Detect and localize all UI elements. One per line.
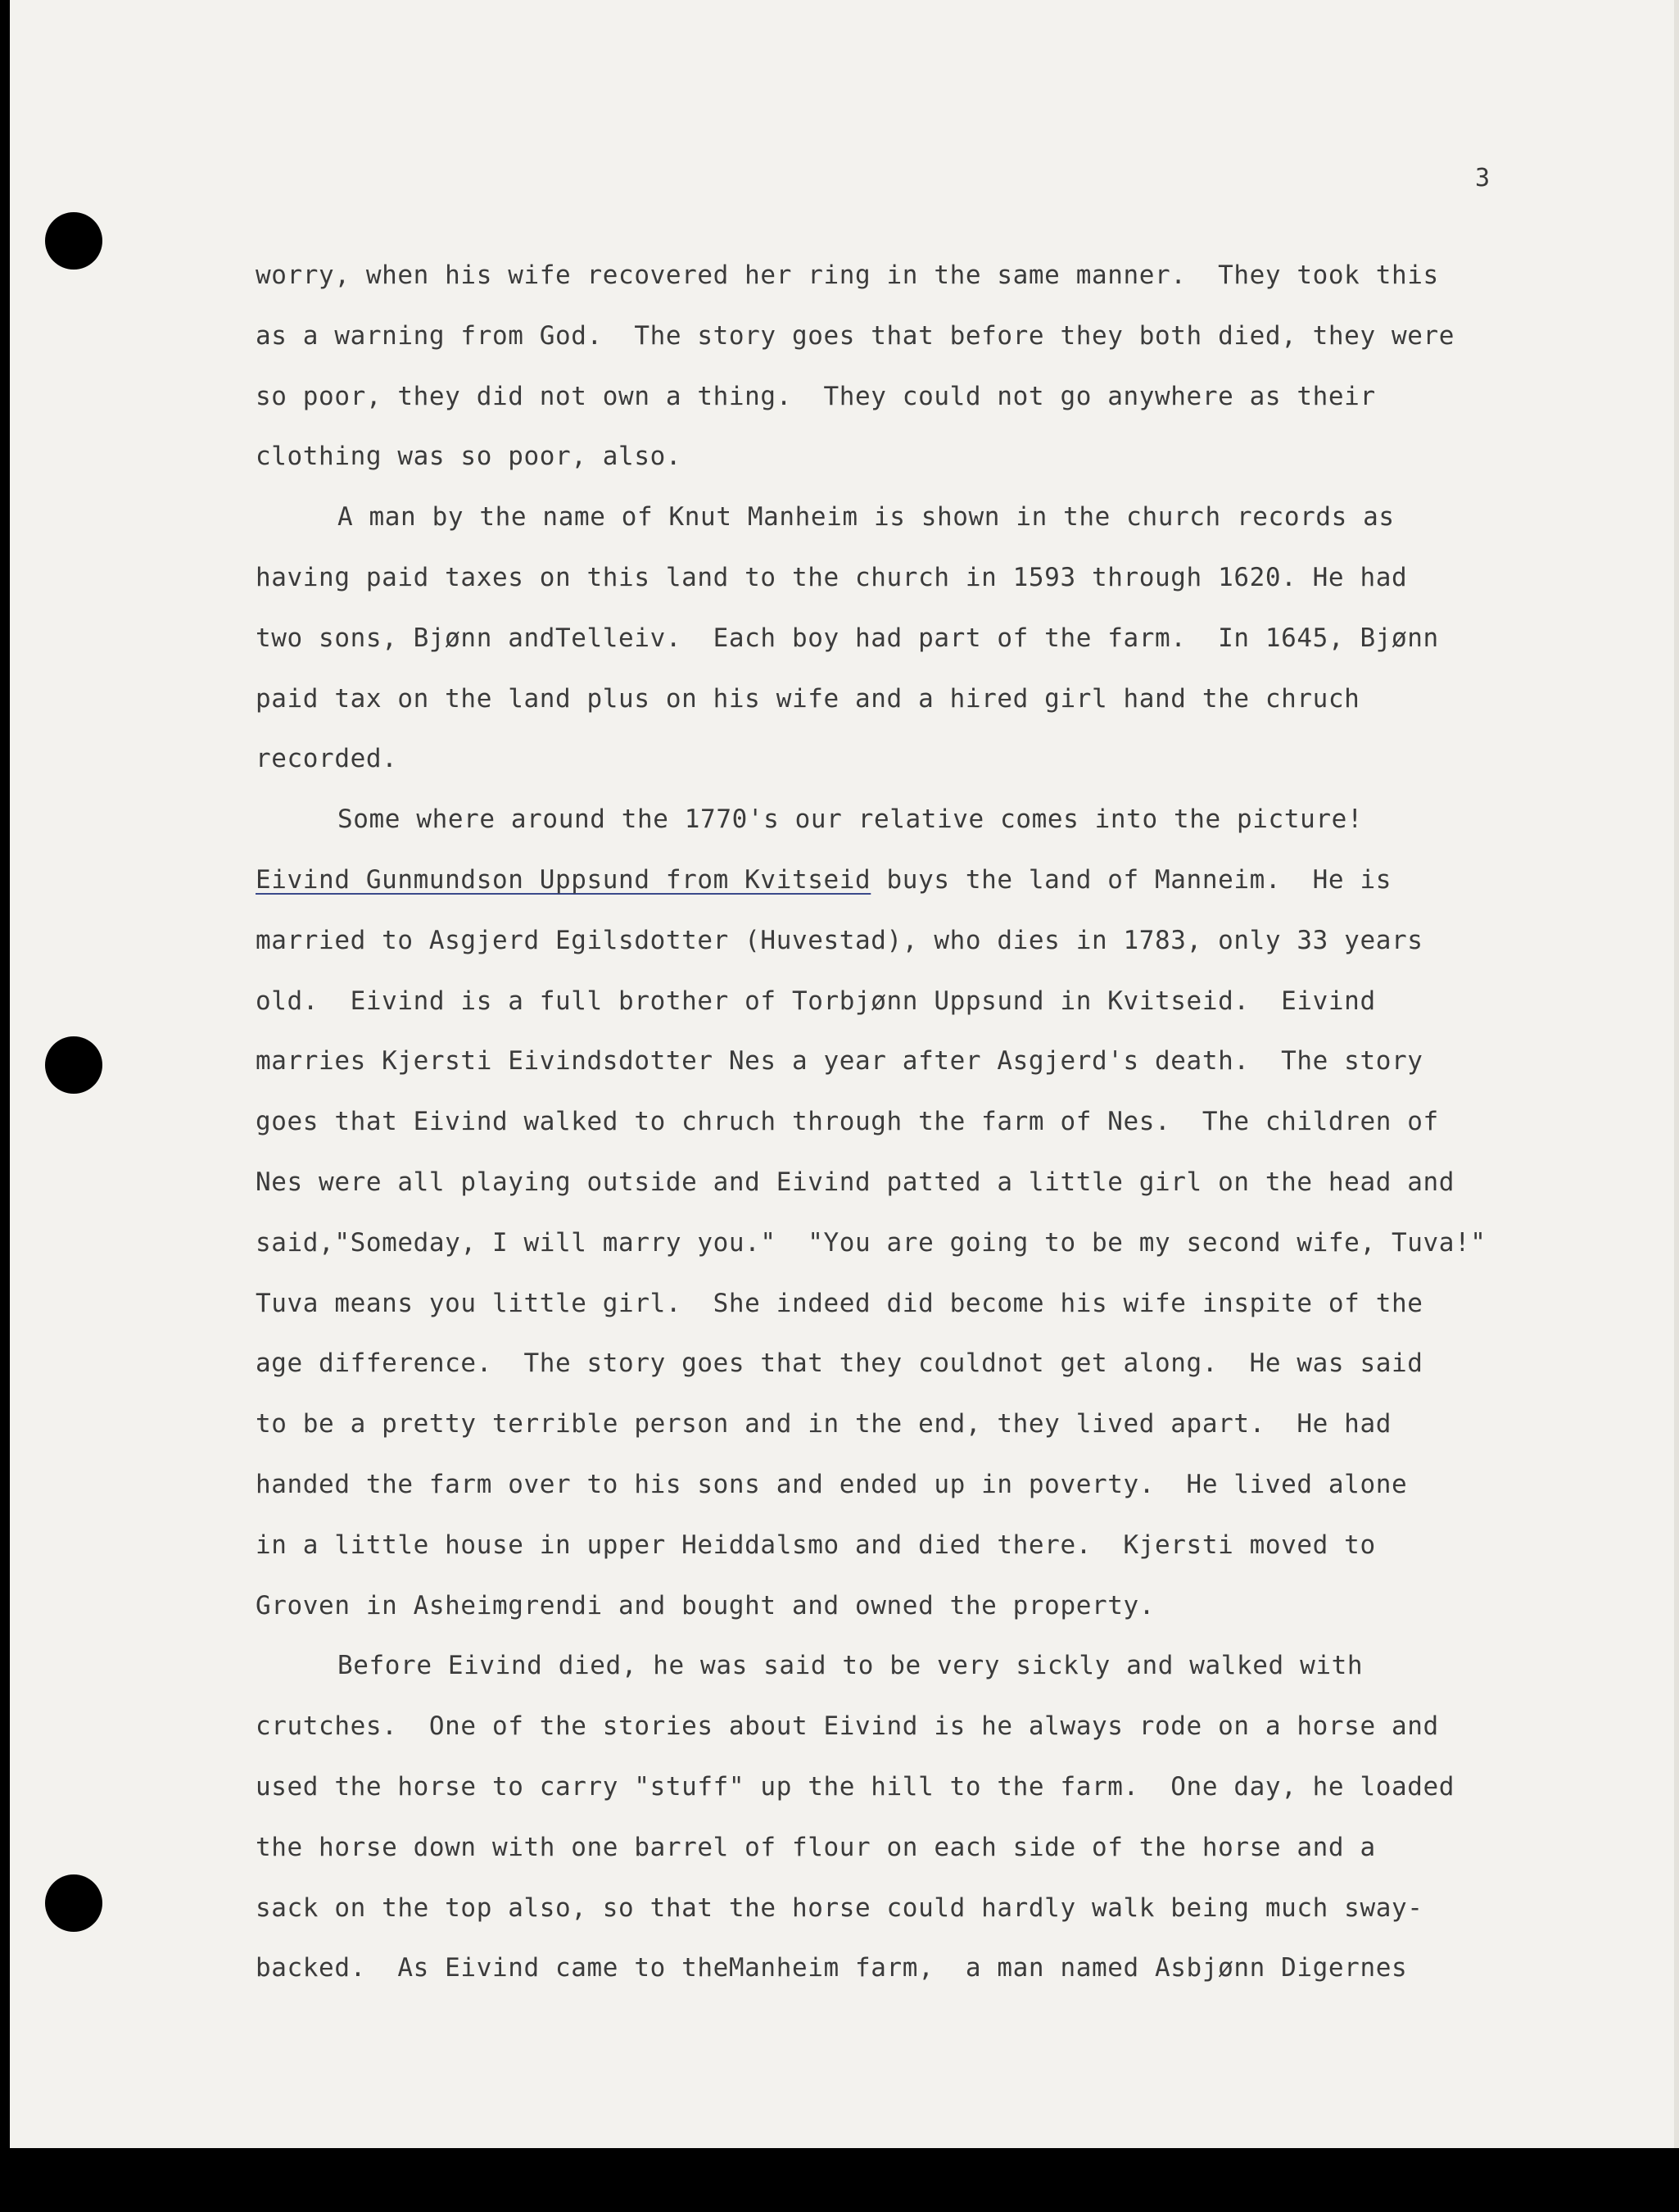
line-text: crutches. One of the stories about Eivind is he always rode on a horse and bbox=[256, 1711, 1439, 1742]
line-text: buys the land of Manneim. He is bbox=[871, 864, 1392, 895]
line-text: so poor, they did not own a thing. They could not go anywhere as their bbox=[256, 381, 1376, 411]
line-text: marries Kjersti Eivindsdotter Nes a year after Asgjerd's death. The story bbox=[256, 1046, 1423, 1077]
text-line bbox=[256, 1879, 1599, 1939]
line-text: two sons, Bjønn andTelleiv. Each boy had part of the farm. In 1645, Bjønn bbox=[256, 623, 1439, 653]
text-line bbox=[256, 367, 1599, 428]
text-line bbox=[256, 1213, 1599, 1274]
document-page bbox=[10, 0, 1679, 2148]
line-text: as a warning from God. The story goes that before they both died, they were bbox=[256, 320, 1455, 351]
text-line bbox=[256, 1455, 1599, 1516]
line-text: sack on the top also, so that the horse could hardly walk being much sway- bbox=[256, 1892, 1423, 1923]
line-text: Before Eivind died, he was said to be very sickly and walked with bbox=[337, 1651, 1364, 1681]
punch-hole-top bbox=[45, 212, 102, 270]
text-line bbox=[256, 1757, 1599, 1818]
line-text: A man by the name of Knut Manheim is shown in the church records as bbox=[337, 502, 1395, 533]
text-line bbox=[256, 790, 1599, 850]
text-line bbox=[256, 246, 1599, 306]
text-line bbox=[256, 427, 1599, 487]
line-text: having paid taxes on this land to the church in 1593 through 1620. He had bbox=[256, 562, 1408, 592]
text-line bbox=[256, 669, 1599, 730]
text-line bbox=[256, 850, 1599, 911]
line-text: paid tax on the land plus on his wife and a hired girl hand the chruch bbox=[256, 683, 1360, 714]
text-line bbox=[256, 1274, 1599, 1335]
scan-bottom-border bbox=[0, 2148, 1679, 2212]
punch-hole-bottom bbox=[45, 1874, 102, 1932]
punch-hole-middle bbox=[45, 1036, 102, 1094]
text-line bbox=[256, 1334, 1599, 1394]
line-text: Groven in Asheimgrendi and bought and owned the property. bbox=[256, 1590, 1156, 1620]
text-line bbox=[256, 972, 1599, 1032]
text-line bbox=[256, 1576, 1599, 1637]
typewritten-text-body bbox=[256, 246, 1599, 1999]
line-text: said,"Someday, I will marry you." "You are going to be my second wife, Tuva!" bbox=[256, 1227, 1487, 1258]
line-text: goes that Eivind walked to chruch through the farm of Nes. The children of bbox=[256, 1107, 1439, 1137]
text-line bbox=[256, 1153, 1599, 1213]
line-text: Nes were all playing outside and Eivind patted a little girl on the head and bbox=[256, 1167, 1455, 1197]
text-line bbox=[256, 1938, 1599, 1999]
text-line bbox=[256, 1697, 1599, 1757]
line-text: handed the farm over to his sons and ended up in poverty. He lived alone bbox=[256, 1469, 1408, 1499]
text-line bbox=[256, 1516, 1599, 1576]
text-line bbox=[256, 911, 1599, 972]
text-line bbox=[256, 306, 1599, 367]
line-text: married to Asgjerd Egilsdotter (Huvestad), who dies in 1783, only 33 years bbox=[256, 925, 1423, 955]
line-text: backed. As Eivind came to theManheim farm, a man named Asbjønn Digernes bbox=[256, 1953, 1408, 1983]
line-text: age difference. The story goes that they couldnot get along. He was said bbox=[256, 1349, 1423, 1379]
text-line bbox=[256, 487, 1599, 548]
text-line bbox=[256, 729, 1599, 790]
underlined-name: Eivind Gunmundson Uppsund from Kvitseid bbox=[256, 864, 871, 895]
text-line bbox=[256, 1636, 1599, 1697]
text-line bbox=[256, 1394, 1599, 1455]
text-line bbox=[256, 1092, 1599, 1153]
page-number: 3 bbox=[1474, 164, 1490, 193]
line-text: in a little house in upper Heiddalsmo and died there. Kjersti moved to bbox=[256, 1530, 1376, 1560]
text-line bbox=[256, 548, 1599, 609]
text-line bbox=[256, 1031, 1599, 1092]
line-text: Some where around the 1770's our relative comes into the picture! bbox=[337, 805, 1364, 835]
line-text: recorded. bbox=[256, 744, 398, 774]
line-text: to be a pretty terrible person and in the end, they lived apart. He had bbox=[256, 1409, 1392, 1439]
line-text: clothing was so poor, also. bbox=[256, 442, 682, 472]
line-text: old. Eivind is a full brother of Torbjønn Uppsund in Kvitseid. Eivind bbox=[256, 986, 1376, 1016]
line-text: worry, when his wife recovered her ring in the same manner. They took this bbox=[256, 261, 1439, 290]
text-line bbox=[256, 609, 1599, 669]
line-text: Tuva means you little girl. She indeed did become his wife inspite of the bbox=[256, 1288, 1423, 1318]
line-text: the horse down with one barrel of flour on each side of the horse and a bbox=[256, 1832, 1376, 1862]
line-text: used the horse to carry "stuff" up the hill to the farm. One day, he loaded bbox=[256, 1771, 1455, 1802]
text-line bbox=[256, 1818, 1599, 1879]
